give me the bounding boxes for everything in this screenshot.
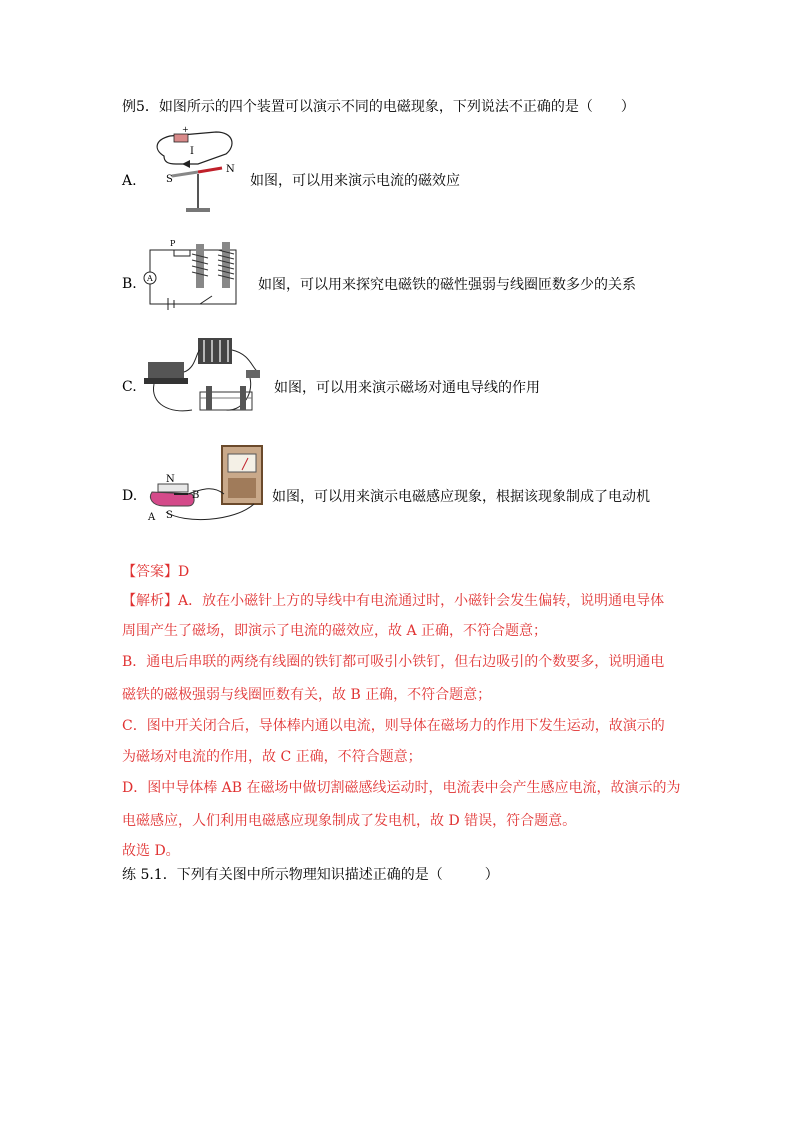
figure-a-compass-wire bbox=[146, 124, 242, 216]
fig-b-ammeter: A bbox=[147, 274, 153, 283]
conclusion-text: 故选 D。 bbox=[122, 843, 180, 859]
question-text: 例5．如图所示的四个装置可以演示不同的电磁现象，下列说法不正确的是（ ） bbox=[122, 99, 635, 115]
analysis-line-7: D．图中导体棒 AB 在磁场中做切割磁感线运动时，电流表中会产生感应电流，故演示的为 bbox=[122, 780, 681, 796]
analysis-line-2: 周围产生了磁场，即演示了电流的磁效应，故 A 正确，不符合题意； bbox=[122, 623, 548, 639]
fig-a-north: N bbox=[226, 164, 235, 175]
option-b-text: 如图，可以用来探究电磁铁的磁性强弱与线圈匝数多少的关系 bbox=[258, 277, 636, 293]
fig-a-south: S bbox=[166, 174, 173, 185]
option-c-label: C. bbox=[122, 379, 137, 395]
option-b-label: B. bbox=[122, 276, 137, 292]
figure-c-motor-apparatus bbox=[140, 332, 266, 416]
fig-d-south: S bbox=[166, 510, 173, 521]
figure-b-electromagnets bbox=[140, 236, 244, 310]
fig-a-plus: + bbox=[182, 125, 189, 134]
figure-d-induction-apparatus bbox=[144, 442, 266, 526]
option-a-text: 如图，可以用来演示电流的磁效应 bbox=[250, 173, 460, 189]
analysis-line-6: 为磁场对电流的作用，故 C 正确，不符合题意； bbox=[122, 749, 422, 765]
fig-a-current: I bbox=[190, 146, 194, 157]
analysis-line-4: 磁铁的磁极强弱与线圈匝数有关，故 B 正确，不符合题意； bbox=[122, 687, 492, 703]
analysis-line-8: 电磁感应，人们利用电磁感应现象制成了发电机，故 D 错误，符合题意。 bbox=[122, 813, 577, 829]
option-a-label: A. bbox=[122, 173, 137, 189]
option-c-text: 如图，可以用来演示磁场对通电导线的作用 bbox=[274, 380, 540, 396]
analysis-line-1: 【解析】A．放在小磁针上方的导线中有电流通过时，小磁针会发生偏转，说明通电导体 bbox=[122, 593, 665, 609]
option-d-label: D. bbox=[122, 488, 138, 504]
answer-text: 【答案】D bbox=[122, 564, 190, 580]
analysis-line-3: B．通电后串联的两绕有线圈的铁钉都可吸引小铁钉，但右边吸引的个数要多，说明通电 bbox=[122, 654, 665, 670]
option-d-text: 如图，可以用来演示电磁感应现象，根据该现象制成了电动机 bbox=[272, 489, 650, 505]
analysis-line-5: C．图中开关闭合后，导体棒内通以电流，则导体在磁场力的作用下发生运动，故演示的 bbox=[122, 718, 665, 734]
fig-d-b: B bbox=[192, 490, 200, 501]
practice-question: 练 5.1．下列有关图中所示物理知识描述正确的是（ ） bbox=[122, 867, 499, 883]
fig-d-a: A bbox=[148, 512, 156, 523]
fig-b-slider: P bbox=[170, 239, 176, 248]
fig-d-north: N bbox=[166, 474, 175, 485]
